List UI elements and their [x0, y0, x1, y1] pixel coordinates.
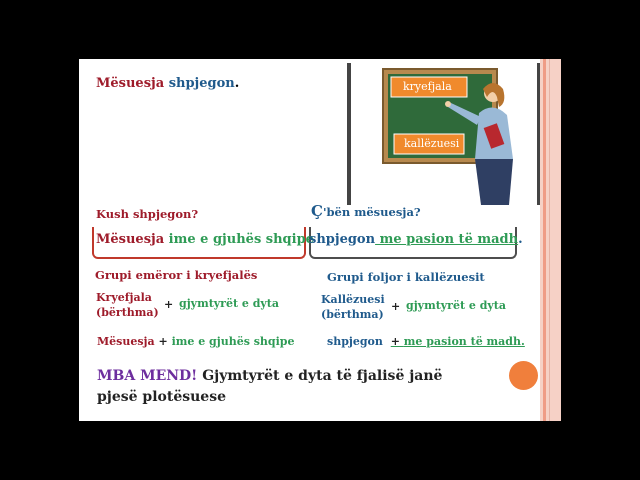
- sentence-verb: shpjegon: [309, 232, 376, 247]
- right-rule-plus: +: [391, 300, 401, 313]
- title-verb: shpjegon: [168, 76, 235, 91]
- question-right: [311, 202, 421, 220]
- right-example-plus: +: [390, 335, 400, 348]
- right-frame-stripe: [543, 59, 546, 421]
- left-example: [97, 335, 295, 348]
- title-period: .: [234, 76, 240, 91]
- group-label-right: Grupi foljor i kallëzuesit: [327, 270, 485, 284]
- footer-mba: MBA MEND!: [97, 368, 198, 384]
- title-subject: Mësuesja: [96, 76, 165, 91]
- left-rule-core: [96, 290, 159, 320]
- group-label-left: Grupi emëror i kryefjalës: [95, 268, 258, 282]
- footer-rest-line1: Gjymtyrët e dyta të fjalisë janë: [197, 368, 443, 384]
- teacher-illustration: [347, 63, 543, 205]
- question-left: Kush shpjegon?: [96, 207, 199, 221]
- question-right-c: Ç: [311, 202, 323, 220]
- footer-rest-line2: pjesë plotësuese: [97, 389, 227, 405]
- board-label-kallezuesi: kallëzuesi: [404, 137, 460, 150]
- left-example-plus: +: [158, 335, 168, 348]
- sentence-subject-rest: ime e gjuhës shqipe: [164, 232, 314, 247]
- slide-title: [96, 76, 239, 91]
- right-example-rest: me pasion të madh.: [403, 335, 525, 348]
- right-rule-core-line2: (bërthma): [321, 308, 384, 321]
- sentence-verb-rest: me pasion të madh: [375, 232, 519, 247]
- sentence-subject-group: [96, 232, 314, 247]
- right-frame-line: [549, 59, 550, 421]
- board-label-kryefjala: kryefjala: [403, 80, 452, 93]
- right-example-core: shpjegon: [327, 335, 383, 348]
- footer-note: [97, 368, 442, 384]
- right-example: [327, 335, 525, 348]
- left-rule-core-line1: Kryefjala: [96, 291, 152, 304]
- right-rule-core-line1: Kallëzuesi: [321, 293, 385, 306]
- orange-circle-button[interactable]: [509, 361, 538, 390]
- left-rule-core-line2: (bërthma): [96, 306, 159, 319]
- right-rule-core: [321, 292, 385, 322]
- right-rule-rest: gjymtyrët e dyta: [406, 299, 506, 312]
- left-example-rest: ime e gjuhës shqipe: [171, 335, 295, 348]
- question-right-rest: 'bën mësuesja?: [322, 205, 421, 219]
- left-rule-plus: +: [164, 298, 174, 311]
- sentence-period: .: [518, 232, 523, 247]
- sentence-predicate-group: [309, 232, 523, 247]
- sentence-subject: Mësuesja: [96, 232, 165, 247]
- right-example-plus-rest: [391, 335, 525, 348]
- slide: [79, 59, 561, 421]
- left-rule-rest: gjymtyrët e dyta: [179, 297, 279, 310]
- left-example-core: Mësuesja: [97, 335, 155, 348]
